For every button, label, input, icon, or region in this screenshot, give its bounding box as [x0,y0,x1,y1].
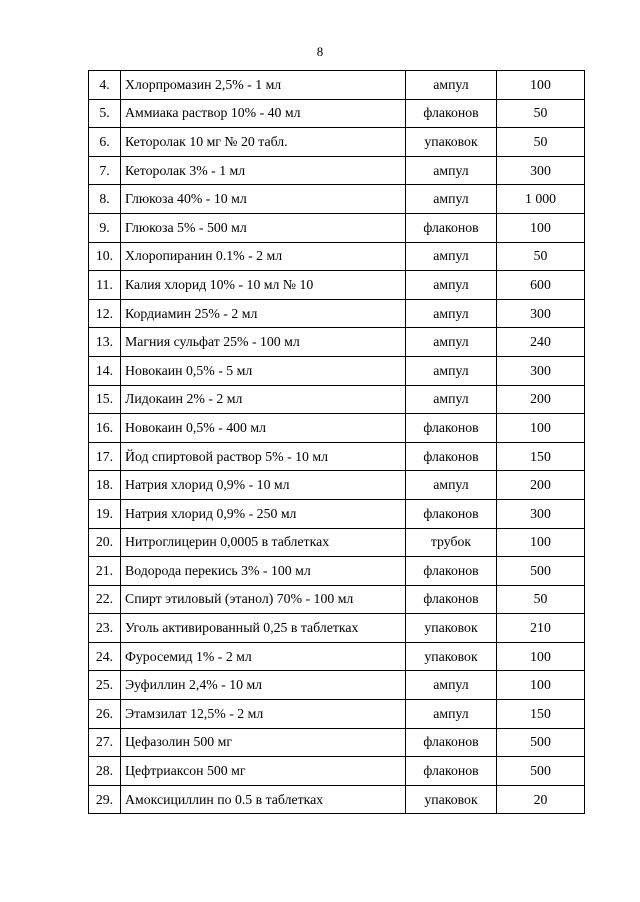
row-number: 19. [89,499,121,528]
quantity: 100 [497,642,585,671]
quantity: 300 [497,299,585,328]
medication-name: Новокаин 0,5% - 5 мл [121,356,406,385]
quantity: 1 000 [497,185,585,214]
package-unit: ампул [406,185,497,214]
package-unit: флаконов [406,557,497,586]
quantity: 100 [497,528,585,557]
table-row [89,99,585,128]
package-unit: упаковок [406,785,497,814]
medication-name: Кордиамин 25% - 2 мл [121,299,406,328]
quantity: 200 [497,471,585,500]
quantity: 150 [497,700,585,729]
row-number: 10. [89,242,121,271]
quantity: 210 [497,614,585,643]
package-unit: трубок [406,528,497,557]
row-number: 23. [89,614,121,643]
package-unit: флаконов [406,728,497,757]
quantity: 50 [497,585,585,614]
medication-name: Фуросемид 1% - 2 мл [121,642,406,671]
quantity: 500 [497,557,585,586]
row-number: 26. [89,700,121,729]
row-number: 8. [89,185,121,214]
table-row [89,557,585,586]
package-unit: флаконов [406,757,497,786]
medication-name: Хлоропиранин 0.1% - 2 мл [121,242,406,271]
medication-name: Новокаин 0,5% - 400 мл [121,414,406,443]
table-row [89,528,585,557]
medication-name: Хлорпромазин 2,5% - 1 мл [121,71,406,100]
row-number: 14. [89,356,121,385]
quantity: 100 [497,414,585,443]
package-unit: ампул [406,242,497,271]
row-number: 4. [89,71,121,100]
table-row [89,299,585,328]
quantity: 500 [497,757,585,786]
page-number: 8 [316,44,324,59]
table-row [89,271,585,300]
quantity: 200 [497,385,585,414]
row-number: 9. [89,213,121,242]
table-row [89,585,585,614]
row-number: 17. [89,442,121,471]
package-unit: ампул [406,299,497,328]
quantity: 240 [497,328,585,357]
package-unit: упаковок [406,642,497,671]
medications-table [88,70,585,814]
table-row [89,128,585,157]
medication-name: Амоксициллин по 0.5 в таблетках [121,785,406,814]
quantity: 300 [497,156,585,185]
quantity: 50 [497,99,585,128]
quantity: 500 [497,728,585,757]
medication-name: Аммиака раствор 10% - 40 мл [121,99,406,128]
medication-name: Цефазолин 500 мг [121,728,406,757]
medication-name: Кеторолак 10 мг № 20 табл. [121,128,406,157]
table-row [89,471,585,500]
row-number: 11. [89,271,121,300]
row-number: 7. [89,156,121,185]
package-unit: флаконов [406,414,497,443]
table-row [89,156,585,185]
medication-name: Глюкоза 40% - 10 мл [121,185,406,214]
quantity: 300 [497,499,585,528]
medication-name: Уголь активированный 0,25 в таблетках [121,614,406,643]
quantity: 150 [497,442,585,471]
row-number: 29. [89,785,121,814]
row-number: 21. [89,557,121,586]
row-number: 20. [89,528,121,557]
quantity: 600 [497,271,585,300]
medication-name: Водорода перекись 3% - 100 мл [121,557,406,586]
package-unit: флаконов [406,499,497,528]
package-unit: ампул [406,328,497,357]
package-unit: ампул [406,671,497,700]
row-number: 6. [89,128,121,157]
row-number: 24. [89,642,121,671]
package-unit: флаконов [406,585,497,614]
package-unit: ампул [406,271,497,300]
row-number: 12. [89,299,121,328]
medication-name: Эуфиллин 2,4% - 10 мл [121,671,406,700]
row-number: 13. [89,328,121,357]
medication-name: Нитроглицерин 0,0005 в таблетках [121,528,406,557]
table-row [89,700,585,729]
table-row [89,242,585,271]
medication-name: Натрия хлорид 0,9% - 250 мл [121,499,406,528]
package-unit: флаконов [406,442,497,471]
medication-name: Йод спиртовой раствор 5% - 10 мл [121,442,406,471]
medication-name: Спирт этиловый (этанол) 70% - 100 мл [121,585,406,614]
row-number: 15. [89,385,121,414]
table-row [89,442,585,471]
package-unit: ампул [406,385,497,414]
table-row [89,785,585,814]
medication-name: Глюкоза 5% - 500 мл [121,213,406,242]
medication-name: Кеторолак 3% - 1 мл [121,156,406,185]
quantity: 20 [497,785,585,814]
package-unit: флаконов [406,99,497,128]
table-row [89,499,585,528]
quantity: 100 [497,671,585,700]
quantity: 50 [497,242,585,271]
row-number: 28. [89,757,121,786]
table-row [89,728,585,757]
quantity: 300 [497,356,585,385]
row-number: 27. [89,728,121,757]
medication-name: Натрия хлорид 0,9% - 10 мл [121,471,406,500]
package-unit: упаковок [406,128,497,157]
row-number: 5. [89,99,121,128]
row-number: 25. [89,671,121,700]
medication-name: Лидокаин 2% - 2 мл [121,385,406,414]
table-row [89,71,585,100]
medication-name: Калия хлорид 10% - 10 мл № 10 [121,271,406,300]
table-row [89,414,585,443]
package-unit: ампул [406,71,497,100]
medication-name: Магния сульфат 25% - 100 мл [121,328,406,357]
medication-name: Этамзилат 12,5% - 2 мл [121,700,406,729]
package-unit: ампул [406,471,497,500]
row-number: 16. [89,414,121,443]
table-row [89,328,585,357]
medications-table-body [89,71,585,814]
package-unit: упаковок [406,614,497,643]
quantity: 50 [497,128,585,157]
package-unit: ампул [406,156,497,185]
package-unit: флаконов [406,213,497,242]
package-unit: ампул [406,700,497,729]
medication-name: Цефтриаксон 500 мг [121,757,406,786]
table-row [89,356,585,385]
table-row [89,671,585,700]
row-number: 22. [89,585,121,614]
table-row [89,185,585,214]
quantity: 100 [497,213,585,242]
table-row [89,642,585,671]
table-row [89,757,585,786]
table-row [89,385,585,414]
row-number: 18. [89,471,121,500]
package-unit: ампул [406,356,497,385]
table-row [89,614,585,643]
quantity: 100 [497,71,585,100]
table-row [89,213,585,242]
